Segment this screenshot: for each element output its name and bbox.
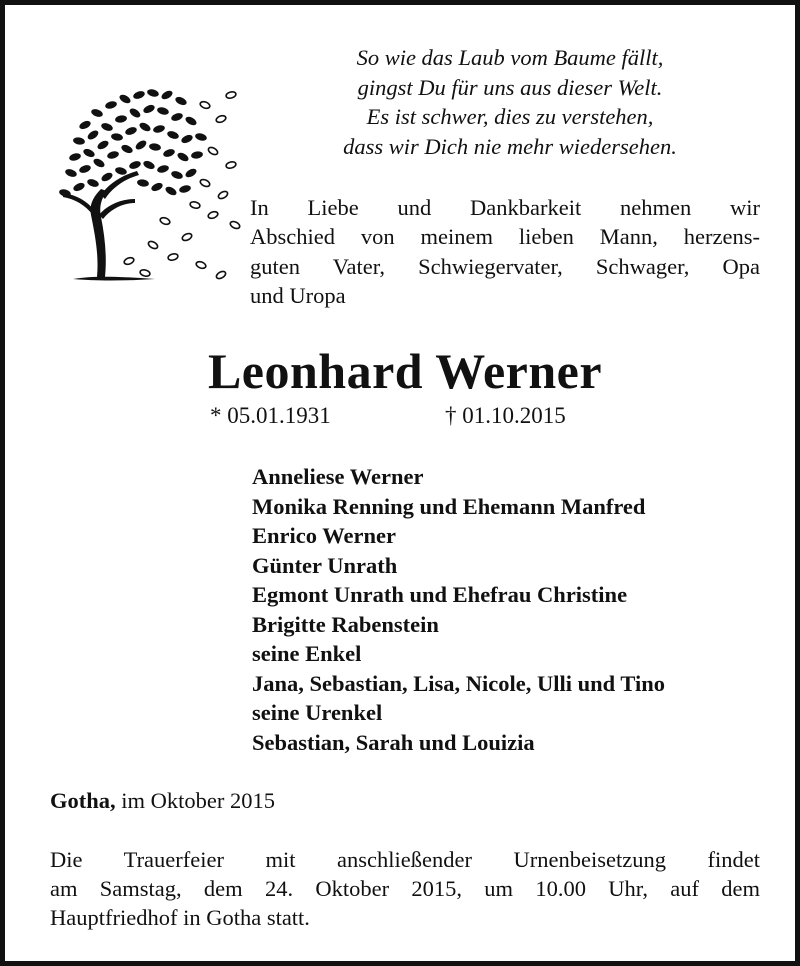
poem-line: So wie das Laub vom Baume fällt, — [356, 45, 664, 70]
mourner-line: Günter Unrath — [252, 552, 398, 578]
mourner-line: Sebastian, Sarah und Louizia — [252, 729, 535, 755]
memorial-poem — [250, 43, 770, 161]
farewell-text — [250, 193, 760, 310]
farewell-line: In Liebe und Dankbarkeit nehmen wir — [250, 195, 760, 220]
funeral-service-info — [50, 845, 760, 932]
farewell-line: guten Vater, Schwiegervater, Schwager, Opa — [250, 253, 760, 279]
poem-line: gingst Du für uns aus dieser Welt. — [357, 74, 663, 100]
mourner-line: seine Enkel — [252, 641, 362, 666]
birth-date: * 05.01.1931 — [210, 403, 331, 428]
mourner-line: Jana, Sebastian, Lisa, Nicole, Ulli und Tino — [252, 670, 666, 696]
place-date: im Oktober 2015 — [115, 788, 275, 813]
windblown-tree-icon — [45, 65, 245, 295]
poem-line: Es ist schwer, dies zu verstehen, — [366, 104, 654, 129]
poem-line: dass wir Dich nie mehr wiedersehen. — [343, 133, 677, 159]
deceased-name: Leonhard Werner — [207, 343, 603, 399]
mourner-line: seine Urenkel — [252, 700, 383, 725]
mourners-list — [252, 462, 772, 757]
place-and-date — [50, 786, 275, 816]
farewell-line: Abschied von meinem lieben Mann, herzens- — [250, 224, 760, 250]
farewell-line: und Uropa — [250, 282, 346, 308]
place-city: Gotha, — [50, 788, 116, 813]
mourner-line: Enrico Werner — [252, 523, 396, 548]
mourner-line: Egmont Unrath und Ehefrau Christine — [252, 582, 628, 607]
death-date: † 01.10.2015 — [445, 403, 566, 428]
mourner-line: Anneliese Werner — [252, 464, 424, 489]
service-line: am Samstag, dem 24. Oktober 2015, um 10.00 Uhr, auf dem — [50, 876, 760, 901]
mourner-line: Monika Renning und Ehemann Manfred — [252, 493, 646, 519]
service-line: Die Trauerfeier mit anschließender Urnenbeisetzung findet — [50, 847, 760, 872]
service-line: Hauptfriedhof in Gotha statt. — [50, 905, 310, 930]
mourner-line: Brigitte Rabenstein — [252, 611, 439, 637]
